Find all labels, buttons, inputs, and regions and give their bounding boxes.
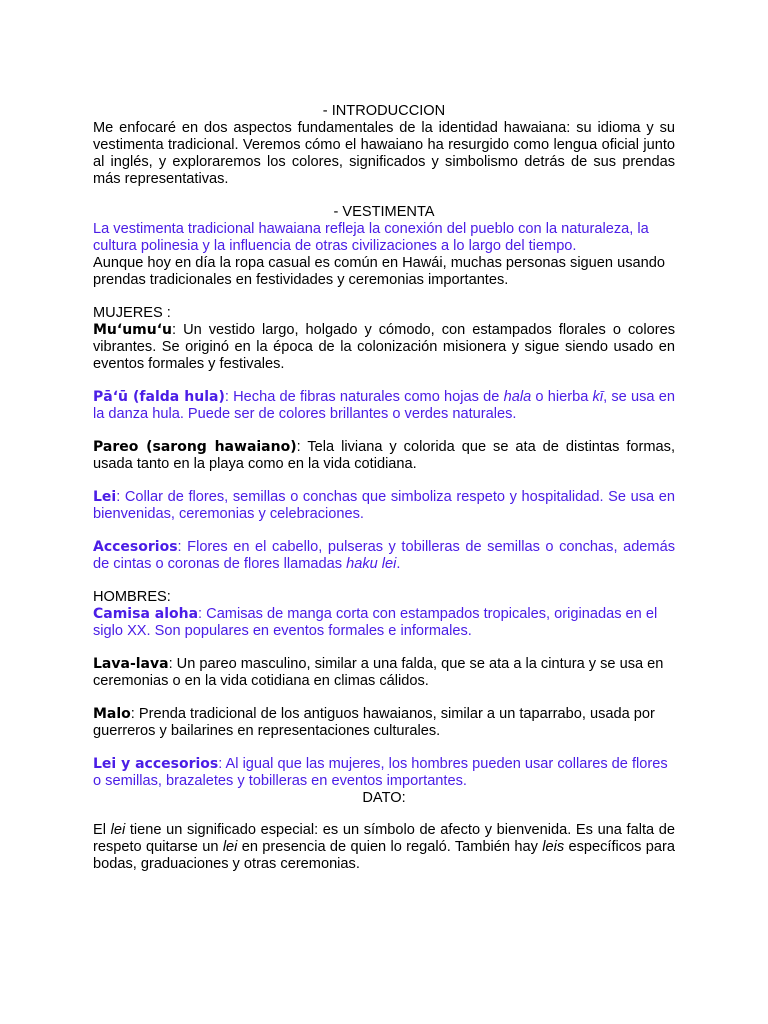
- aloha-item: [93, 606, 675, 640]
- vestimenta-paragraph: Aunque hoy en día la ropa casual es común en Hawái, muchas personas siguen usando prendas tradicionales en festividades y ceremonias importantes.: [93, 255, 665, 288]
- haku-lei: haku lei: [346, 556, 397, 572]
- malo-term: Malo: [93, 706, 131, 722]
- lei-text: : Collar de flores, semillas o conchas que simboliza respeto y hospitalidad. Se usa en bienvenidas, ceremonias y celebraciones.: [93, 489, 675, 522]
- pareo-item: [93, 439, 675, 473]
- pau-item: [93, 389, 675, 423]
- lava-item: [93, 656, 675, 690]
- pau-text-3: , se usa en la danza hula. Puede ser de colores brillantes o verdes naturales.: [93, 389, 675, 422]
- lava-text: : Un pareo masculino, similar a una falda, que se ata a la cintura y se usa en ceremonias o en la vida cotidiana en climas cálidos.: [93, 656, 664, 689]
- lei-accesorios-term: Lei y accesorios: [93, 756, 219, 772]
- intro-heading: - INTRODUCCION: [322, 103, 446, 119]
- accesorios-item: [93, 539, 675, 573]
- muumuu-text: : Un vestido largo, holgado y cómodo, con estampados florales o colores vibrantes. Se originó en la época de la colonización misionera y sigue siendo usado en eventos formales y festivales.: [93, 322, 675, 372]
- pau-text-2: o hierba: [531, 389, 593, 405]
- malo-text: : Prenda tradicional de los antiguos hawaianos, similar a un taparrabo, usada por guerreros y bailarines en representaciones culturales.: [93, 706, 655, 739]
- aloha-term: Camisa aloha: [93, 606, 199, 622]
- lei-item: [93, 489, 675, 523]
- lava-term: Lava-lava: [93, 656, 169, 672]
- pareo-text: : Tela liviana y colorida que se ata de distintas formas, usada tanto en la playa como en la vida cotidiana.: [93, 439, 676, 472]
- dato-lei-2: lei: [222, 839, 238, 855]
- lei-term: Lei: [93, 489, 117, 505]
- muumuu-item: [93, 322, 675, 373]
- malo-item: [93, 706, 675, 740]
- dato-text-3: en presencia de quien lo regaló. También hay: [237, 839, 543, 855]
- accesorios-end: .: [396, 556, 401, 572]
- dato-heading: DATO:: [362, 790, 406, 806]
- hombres-heading: HOMBRES:: [93, 589, 171, 605]
- dato-lei-1: lei: [110, 822, 126, 838]
- document-page: [93, 103, 675, 873]
- pau-hala: hala: [503, 389, 532, 405]
- dato-text-2: tiene un significado especial: es un símbolo de afecto y bienvenida. Es una falta de respeto quitarse un: [93, 822, 675, 855]
- aloha-text: : Camisas de manga corta con estampados tropicales, originadas en el siglo XX. Son populares en eventos formales e informales.: [93, 606, 658, 639]
- pau-term: Pāʻū (falda hula): [93, 389, 225, 405]
- muumuu-term: Mu‘umu‘u: [93, 322, 173, 338]
- dato-text-1: El: [93, 822, 111, 838]
- lei-accesorios-item: [93, 756, 675, 790]
- dato-paragraph: [93, 822, 675, 873]
- mujeres-heading: MUJERES :: [93, 305, 171, 321]
- pareo-term: Pareo (sarong hawaiano): [93, 439, 297, 455]
- accesorios-text: : Flores en el cabello, pulseras y tobilleras de semillas o conchas, además de cintas o coronas de flores llamadas: [93, 539, 675, 572]
- dato-leis: leis: [542, 839, 565, 855]
- pau-ki: kī: [592, 389, 604, 405]
- vestimenta-heading: - VESTIMENTA: [333, 204, 435, 220]
- lei-accesorios-text: : Al igual que las mujeres, los hombres pueden usar collares de flores o semillas, brazaletes y tobilleras en eventos importantes.: [93, 756, 668, 789]
- dato-text-4: específicos para bodas, graduaciones y otras ceremonias.: [93, 839, 675, 872]
- accesorios-term: Accesorios: [93, 539, 178, 555]
- intro-paragraph: Me enfocaré en dos aspectos fundamentales de la identidad hawaiana: su idioma y su vestimenta tradicional. Veremos cómo el hawaiano ha resurgido como lengua oficial junto al inglés, y exploraremos los colores, significados y simbolismo detrás de sus prendas más representativas.: [93, 120, 675, 187]
- pau-text: : Hecha de fibras naturales como hojas de: [224, 389, 504, 405]
- vestimenta-highlight: La vestimenta tradicional hawaiana refleja la conexión del pueblo con la naturaleza, la cultura polinesia y la influencia de otras civilizaciones a lo largo del tiempo.: [93, 221, 649, 254]
